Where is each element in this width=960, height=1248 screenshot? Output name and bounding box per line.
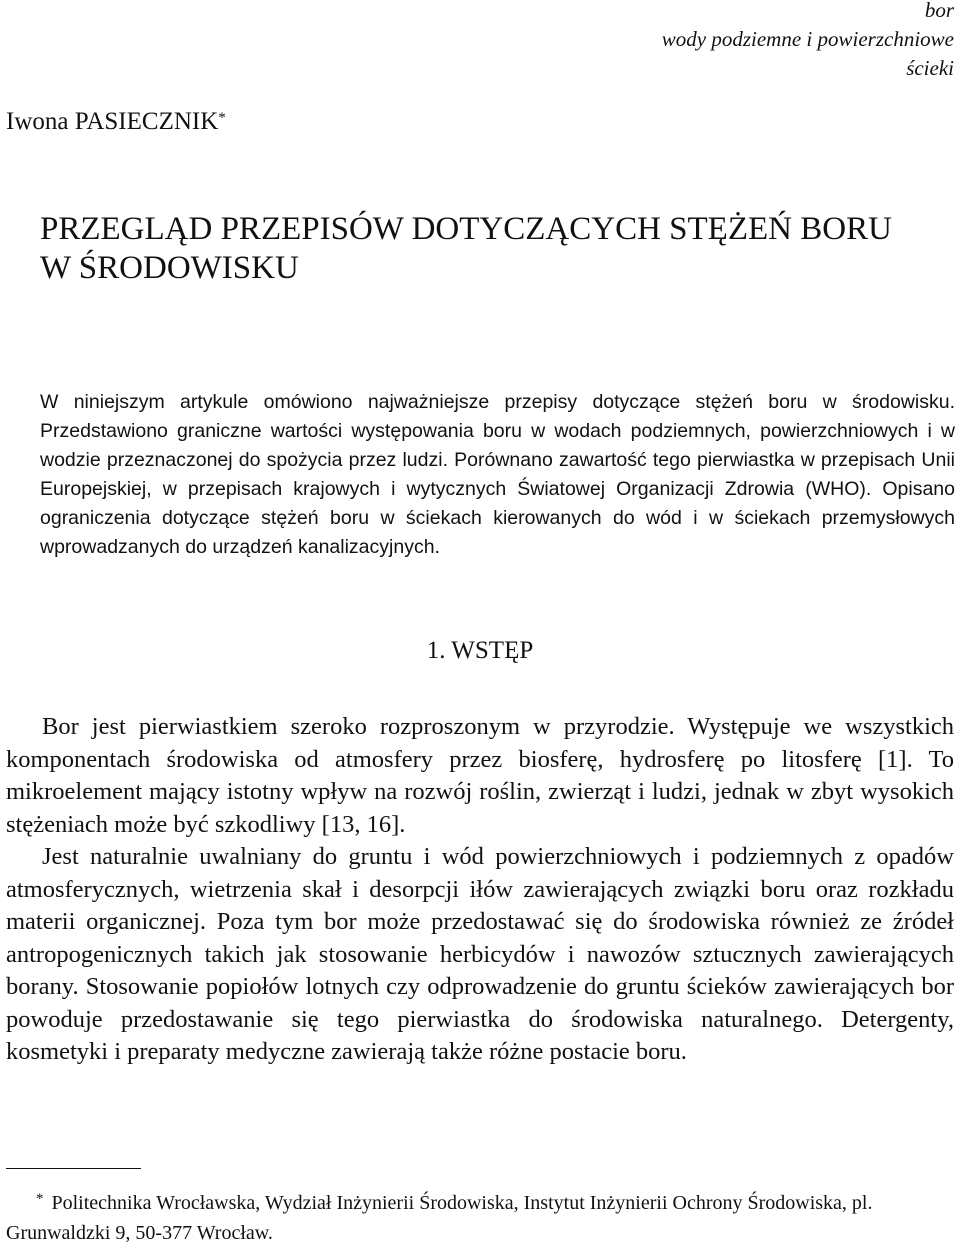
body-paragraph-2: Jest naturalnie uwalniany do gruntu i wód powierzchniowych i podziemnych z opadów atmosferycznych, wietrzenia skał i desorpcji iłów zawierających związki boru oraz rozkładu materii organicznej. Poza tym bor może przedostawać się do środowiska również ze źródeł antropogenicznych takich jak stosowanie herbicydów i nawozów sztucznych zawierających borany. Stosowanie popiołów lotnych czy odprowadzenie do gruntu ścieków zawierających bor powoduje przedostawanie się tego pierwiastka do środowiska naturalnego. Detergenty, kosmetyki i preparaty medyczne zawierają także różne postacie boru. bbox=[6, 843, 954, 1065]
abstract: W niniejszym artykule omówiono najważniejsze przepisy dotyczące stężeń boru w środowisku. Przedstawiono graniczne wartości występowania boru w wodach podziemnych, powierzchniowych i w wodzie przeznaczonej do spożycia przez ludzi. Porównano zawartość tego pierwiastka w przepisach Unii Europejskiej, w przepisach krajowych i wytycznych Światowej Organizacji Zdrowia (WHO). Opisano ograniczenia dotyczące stężeń boru w ściekach kierowanych do wód i w ściekach przemysłowych wprowadzanych do urządzeń kanalizacyjnych. bbox=[40, 391, 955, 558]
footnote-text: Politechnika Wrocławska, Wydział Inżynierii Środowiska, Instytut Inżynierii Ochrony Środowiska, pl. Grunwaldzki 9, 50-377 Wrocław. bbox=[6, 1192, 873, 1244]
paper-title-line-1: PRZEGLĄD PRZEPISÓW DOTYCZĄCYCH STĘŻEŃ BORU bbox=[40, 211, 892, 247]
keyword-2: wody podziemne i powierzchniowe bbox=[661, 27, 954, 51]
section-body bbox=[6, 711, 954, 1069]
section-heading: 1. WSTĘP bbox=[426, 637, 534, 664]
keyword-3: ścieki bbox=[906, 56, 954, 80]
author-footnote-marker: * bbox=[218, 110, 226, 126]
footnote-marker: * bbox=[36, 1191, 44, 1207]
author-line bbox=[6, 106, 226, 138]
footnote-divider bbox=[6, 1168, 141, 1169]
body-paragraph-1: Bor jest pierwiastkiem szeroko rozproszonym w przyrodzie. Występuje we wszystkich komponentach środowiska od atmosfery przez biosferę, hydrosferę po litosferę [1]. To mikroelement mający istotny wpływ na rozwój roślin, zwierząt i ludzi, jednak w zbyt wysokich stężeniach może być szkodliwy [13, 16]. bbox=[6, 713, 954, 838]
keywords-block bbox=[662, 0, 954, 83]
author-name: Iwona PASIECZNIK bbox=[6, 108, 219, 135]
paper-title bbox=[40, 210, 892, 288]
footnote bbox=[6, 1188, 956, 1248]
paper-title-line-2: W ŚRODOWISKU bbox=[40, 250, 299, 286]
keyword-1: bor bbox=[924, 0, 954, 22]
